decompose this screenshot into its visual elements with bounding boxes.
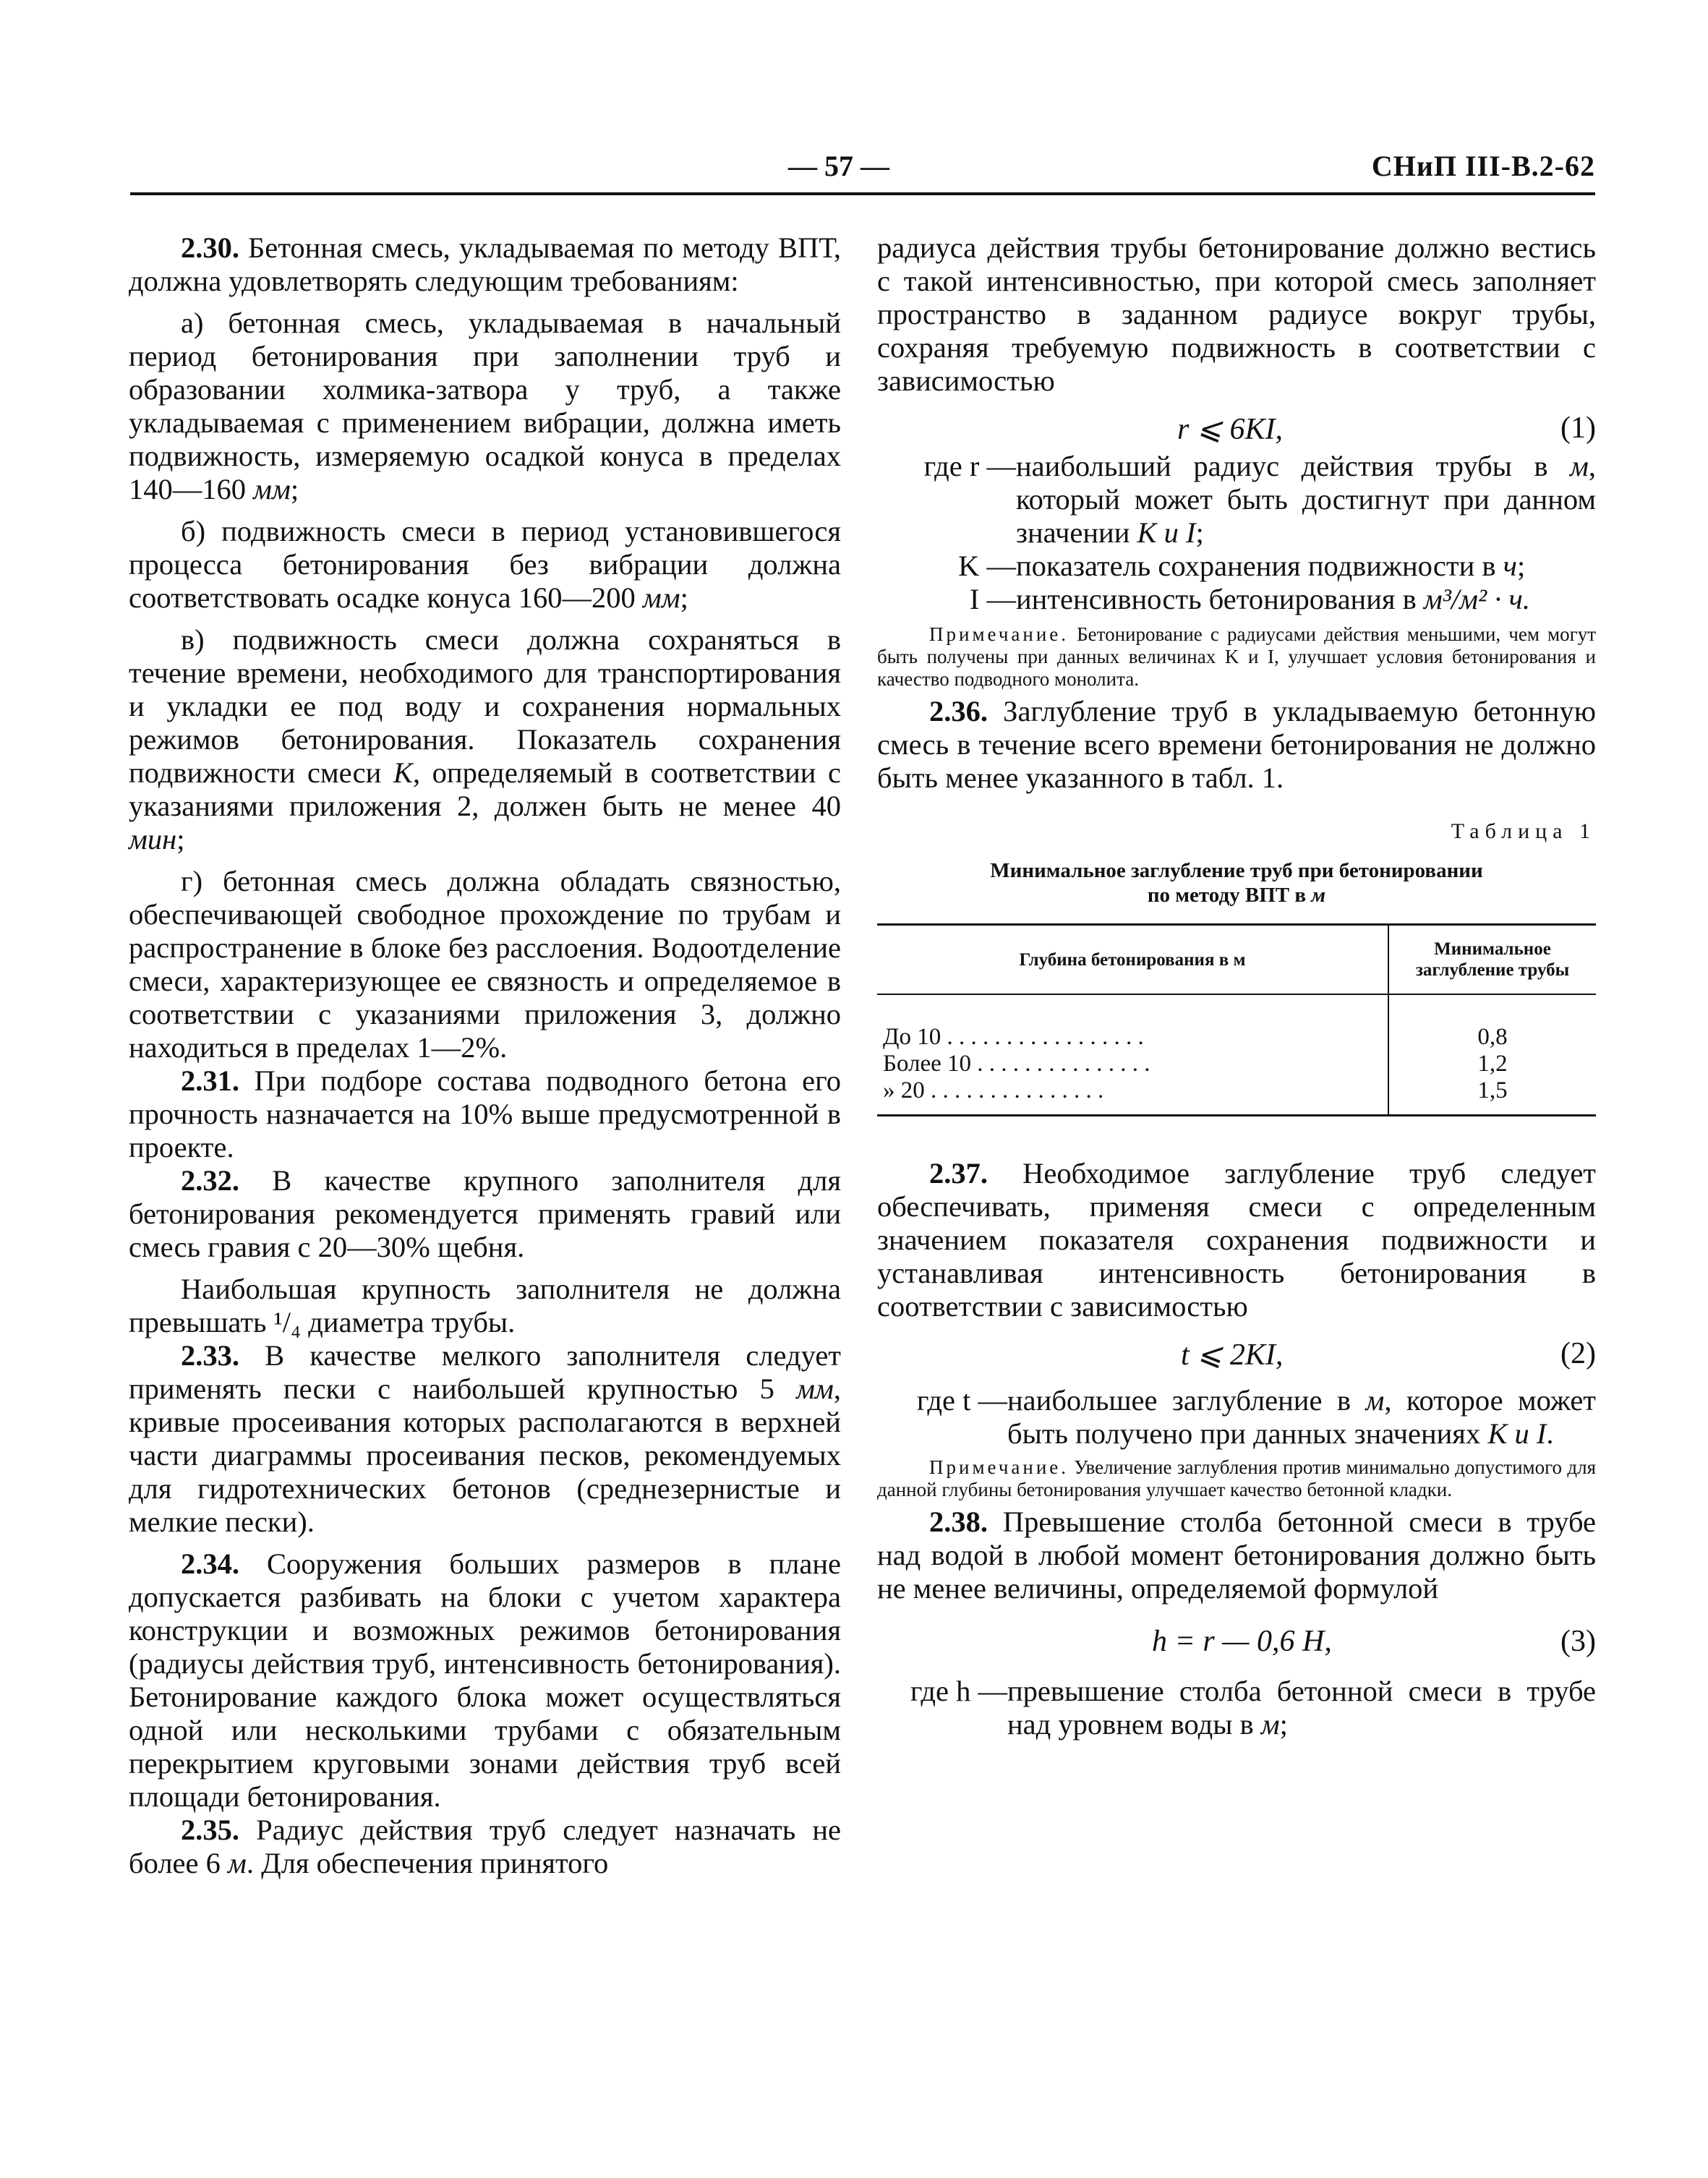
clause-number: 2.30. bbox=[181, 231, 239, 264]
clause-text: В качестве мелкого заполнителя следует применять пески с наибольшей крупностью 5 bbox=[129, 1339, 841, 1405]
table-row bbox=[877, 994, 1596, 1051]
clause-text: Необходимое заглубление труб следует обеспечивать, применяя смеси с определенным значением показателя сохранения подвижности и устанавливая интенсивность бетонирования в соответствии с зависимостью bbox=[877, 1157, 1596, 1323]
legend-desc: наибольшее заглубление в bbox=[1007, 1384, 1352, 1417]
note-text: Увеличение заглубления против минимально допустимого для данной глубины бетонирования улучшает качество бетонной кладки. bbox=[877, 1456, 1597, 1500]
paragraph-2-30 bbox=[129, 231, 841, 298]
column-header-depth: Глубина бетонирования в м bbox=[877, 925, 1388, 995]
legend-desc: наибольший радиус действия трубы в bbox=[1016, 450, 1548, 482]
min-depth-cell: 1,2 bbox=[1477, 1051, 1508, 1077]
clause-number: 2.36. bbox=[929, 695, 988, 727]
clause-text: При подборе состава подводного бетона его прочность назначается на 10% выше предусмотренной в проекте. bbox=[129, 1064, 841, 1163]
legend-row bbox=[877, 550, 1596, 583]
clause-text: В качестве крупного заполнителя для бетонирования рекомендуется применять гравий или смесь гравия с 20—30% щебня. bbox=[129, 1164, 841, 1263]
table-title-line: по методу ВПТ в bbox=[1147, 884, 1307, 907]
header-rule bbox=[130, 192, 1595, 195]
item-text: г) бетонная смесь должна обладать связностью, обеспечивающей свободное прохождение по трубам и распространение в блоке без расслоения. Водоотделение смеси, характеризующее ее связность и определяемое в соответствии с указаниями приложения 3, должно находиться в пределах 1—2%. bbox=[129, 865, 841, 1064]
document-code: СНиП III-В.2-62 bbox=[1371, 150, 1595, 182]
item-text: диаметра трубы. bbox=[308, 1306, 516, 1338]
clause-text: . Для обеспечения принятого bbox=[246, 1847, 609, 1879]
paragraph-2-30-b: б) подвижность смеси в период установившегося процесса бетонирования без вибрации должна соответствовать осадке конуса 160—200 мм; bbox=[129, 515, 841, 614]
formula-expression: h = r — 0,6 H, bbox=[1152, 1625, 1332, 1658]
note-1 bbox=[877, 623, 1596, 691]
clause-number: 2.38. bbox=[929, 1506, 988, 1538]
depth-cell bbox=[877, 994, 1388, 1051]
clause-text: Сооружения больших размеров в плане допускается разбивать на блоки с учетом характера конструкции и возможных режимов бетонирования (радиусы действия труб, интенсивность бетонирования). Бетонирование каждого блока может осуществляться одной или несколькими трубами с обязательным перекрытием круговыми зонами действия труб всей площади бетонирования. bbox=[129, 1547, 842, 1813]
clause-text: радиуса действия трубы бетонирование должно вестись с такой интенсивностью, при которой смесь заполняет пространство в заданном радиусе вокруг трубы, сохраняя требуемую подвижность в соответствии с зависимостью bbox=[877, 231, 1596, 397]
paragraph-2-37 bbox=[877, 1157, 1596, 1323]
page-number: — 57 — bbox=[788, 150, 889, 182]
unit-text: ч bbox=[1503, 550, 1517, 582]
fraction-text: ¹/₄ bbox=[273, 1306, 302, 1338]
paragraph-2-30-a: а) бетонная смесь, укладываемая в начальный период бетонирования при заполнении труб и образовании холмика-затвора у труб, а также укладываемая с применением вибрации, должна иметь подвижность, измеряемую осадкой конуса в пределах 140—160 мм; bbox=[129, 307, 841, 505]
depth-cell bbox=[877, 1051, 1388, 1077]
clause-number: 2.37. bbox=[929, 1157, 988, 1190]
clause-number: 2.34. bbox=[181, 1547, 239, 1580]
clause-number: 2.31. bbox=[181, 1064, 239, 1097]
formula-number: (2) bbox=[1560, 1337, 1596, 1370]
unit-text: м bbox=[1311, 884, 1326, 907]
formula-2 bbox=[877, 1332, 1596, 1375]
paragraph-2-31 bbox=[129, 1064, 841, 1164]
paragraph-2-35 bbox=[129, 1814, 841, 1880]
legend-text: показатель сохранения подвижности в ч; bbox=[1016, 550, 1526, 582]
table-row bbox=[877, 1051, 1596, 1077]
item-text: б) подвижность смеси в период установившегося процесса бетонирования без вибрации должна соответствовать осадке конуса 160—200 bbox=[129, 515, 841, 614]
clause-text: Бетонная смесь, укладываемая по методу ВПТ, должна удовлетворять следующим требованиям: bbox=[129, 231, 842, 297]
legend-desc: интенсивность бетонирования в bbox=[1016, 583, 1417, 615]
legend-symbol: где t — bbox=[916, 1384, 1007, 1417]
legend-desc: превышение столба бетонной смеси в трубе над уровнем воды в bbox=[1007, 1675, 1596, 1741]
variable-text: K bbox=[393, 756, 413, 789]
formula-2-legend bbox=[877, 1384, 1596, 1451]
table-header-row bbox=[877, 925, 1596, 995]
paragraph-2-34 bbox=[129, 1547, 841, 1814]
formula-1 bbox=[877, 406, 1596, 450]
depth-label: Более 10 bbox=[883, 1051, 972, 1077]
formula-1-legend bbox=[877, 450, 1596, 616]
unit-text: м³/м² · ч. bbox=[1423, 583, 1530, 615]
clause-text: Превышение столба бетонной смеси в трубе над водой в любой момент бетонирования должно быть не менее величины, определяемой формулой bbox=[877, 1506, 1597, 1605]
paragraph-2-32-b bbox=[129, 1273, 841, 1339]
legend-text: наибольший радиус действия трубы в м, который может быть достигнут при данном значении K и I; bbox=[1016, 450, 1596, 549]
note-2 bbox=[877, 1456, 1596, 1501]
depth-label: До 10 bbox=[883, 1024, 941, 1050]
legend-row bbox=[877, 583, 1596, 616]
left-column bbox=[129, 231, 841, 1880]
formula-3 bbox=[877, 1620, 1596, 1663]
formula-expression: r ⩽ 6KI, bbox=[1177, 413, 1284, 446]
depth-cell bbox=[877, 1077, 1388, 1116]
clause-text: Заглубление труб в укладываемую бетонную смесь в течение всего времени бетонирования не должно быть менее указанного в табл. 1. bbox=[877, 695, 1596, 794]
unit-text: м bbox=[1365, 1384, 1385, 1417]
paragraph-2-38 bbox=[877, 1506, 1596, 1605]
clause-text: , кривые просеивания которых располагаются в верхней части диаграммы просеивания песков, рекомендуемых для гидротехнических бетонов (среднезернистые и мелкие пески). bbox=[129, 1372, 841, 1538]
legend-row bbox=[877, 450, 1596, 550]
paragraph-2-33 bbox=[129, 1339, 841, 1539]
formula-3-legend bbox=[877, 1675, 1596, 1741]
table-caption: Таблица 1 bbox=[1451, 819, 1596, 843]
paragraph-2-30-d bbox=[129, 865, 841, 1064]
note-label: Примечание. bbox=[929, 1456, 1069, 1478]
leader-dots: . . . . . . . . . . . . . . . . . bbox=[947, 1024, 1144, 1050]
paragraph-2-30-c: в) подвижность смеси должна сохраняться в течение времени, необходимого для транспортирования и укладки ее под воду и сохранения нормальных режимов бетонирования. Показатель сохранения подвижности смеси K, определяемый в соответствии с указаниями приложения 2, должен быть не менее 40 мин; bbox=[129, 623, 842, 855]
unit-text: мин bbox=[129, 823, 177, 855]
column-header-min-depth: Минимальное заглубление трубы bbox=[1388, 925, 1596, 995]
paragraph-2-32 bbox=[129, 1164, 841, 1264]
legend-text: наибольшее заглубление в м, которое может быть получено при данных значениях K и I. bbox=[1007, 1384, 1597, 1450]
depth-label: » 20 bbox=[883, 1077, 925, 1103]
depth-table bbox=[877, 923, 1596, 1116]
unit-text: м bbox=[1570, 450, 1589, 482]
formula-expression: t ⩽ 2KI, bbox=[1181, 1338, 1284, 1372]
formula-number: (3) bbox=[1560, 1625, 1596, 1658]
legend-row bbox=[877, 1384, 1596, 1451]
legend-desc: , который может быть достигнут при данном значении bbox=[1016, 450, 1596, 549]
clause-number: 2.32. bbox=[181, 1164, 239, 1197]
legend-symbol: где h — bbox=[910, 1675, 1007, 1707]
paragraph-2-35-continued bbox=[877, 231, 1596, 398]
item-text: в) подвижность смеси должна сохраняться в течение времени, необходимого для транспортирования и укладки ее под воду и сохранения нормальных режимов бетонирования. Показатель сохранения подвижности смеси bbox=[129, 623, 841, 789]
legend-symbol: K — bbox=[958, 550, 1016, 582]
variable-text: K и I bbox=[1137, 516, 1196, 549]
item-text: а) бетонная смесь, укладываемая в начальный период бетонирования при заполнении труб и образовании холмика-затвора у труб, а также укладываемая с применением вибрации, должна иметь подвижность, измеряемую осадкой конуса в пределах 140—160 bbox=[129, 307, 841, 505]
item-text: Наибольшая крупность заполнителя не должна превышать bbox=[129, 1273, 841, 1338]
unit-text: мм bbox=[253, 473, 291, 505]
item-text: , определяемый в соответствии с указаниями приложения 2, должен быть не менее 40 bbox=[129, 756, 842, 822]
min-depth-cell: 1,5 bbox=[1388, 1077, 1596, 1116]
legend-text: превышение столба бетонной смеси в трубе над уровнем воды в м; bbox=[1007, 1675, 1596, 1741]
table-row bbox=[877, 1077, 1596, 1116]
note-text: Бетонирование с радиусами действия меньшими, чем могут быть получены при данных величинах K и I, улучшает условия бетонирования и качество подводного монолита. bbox=[877, 623, 1596, 690]
leader-dots: . . . . . . . . . . . . . . . bbox=[931, 1077, 1104, 1103]
right-column bbox=[877, 231, 1596, 1741]
formula-number: (1) bbox=[1560, 411, 1596, 445]
paragraph-2-36 bbox=[877, 695, 1596, 795]
legend-symbol: I — bbox=[969, 583, 1016, 615]
clause-number: 2.35. bbox=[181, 1814, 239, 1846]
leader-dots: . . . . . . . . . . . . . . . bbox=[977, 1051, 1150, 1077]
min-depth-cell: 0,8 bbox=[1477, 1024, 1508, 1050]
legend-desc: , которое может быть получено при данных значениях bbox=[1007, 1384, 1597, 1450]
legend-row bbox=[877, 1675, 1596, 1741]
table-title bbox=[877, 858, 1596, 908]
clause-text: Радиус действия труб следует назначать не более 6 bbox=[129, 1814, 842, 1879]
unit-text: м bbox=[1260, 1708, 1280, 1741]
unit-text: мм bbox=[642, 581, 680, 614]
legend-symbol: где r — bbox=[923, 450, 1016, 482]
clause-number: 2.33. bbox=[181, 1339, 239, 1372]
table-title-line: Минимальное заглубление труб при бетонировании bbox=[990, 859, 1483, 882]
variable-text: K и I bbox=[1487, 1417, 1547, 1450]
unit-text: м bbox=[227, 1847, 247, 1879]
unit-text: мм bbox=[796, 1372, 834, 1405]
legend-text bbox=[1016, 583, 1596, 616]
legend-desc: показатель сохранения подвижности в bbox=[1016, 550, 1496, 582]
note-label: Примечание. bbox=[929, 623, 1069, 645]
